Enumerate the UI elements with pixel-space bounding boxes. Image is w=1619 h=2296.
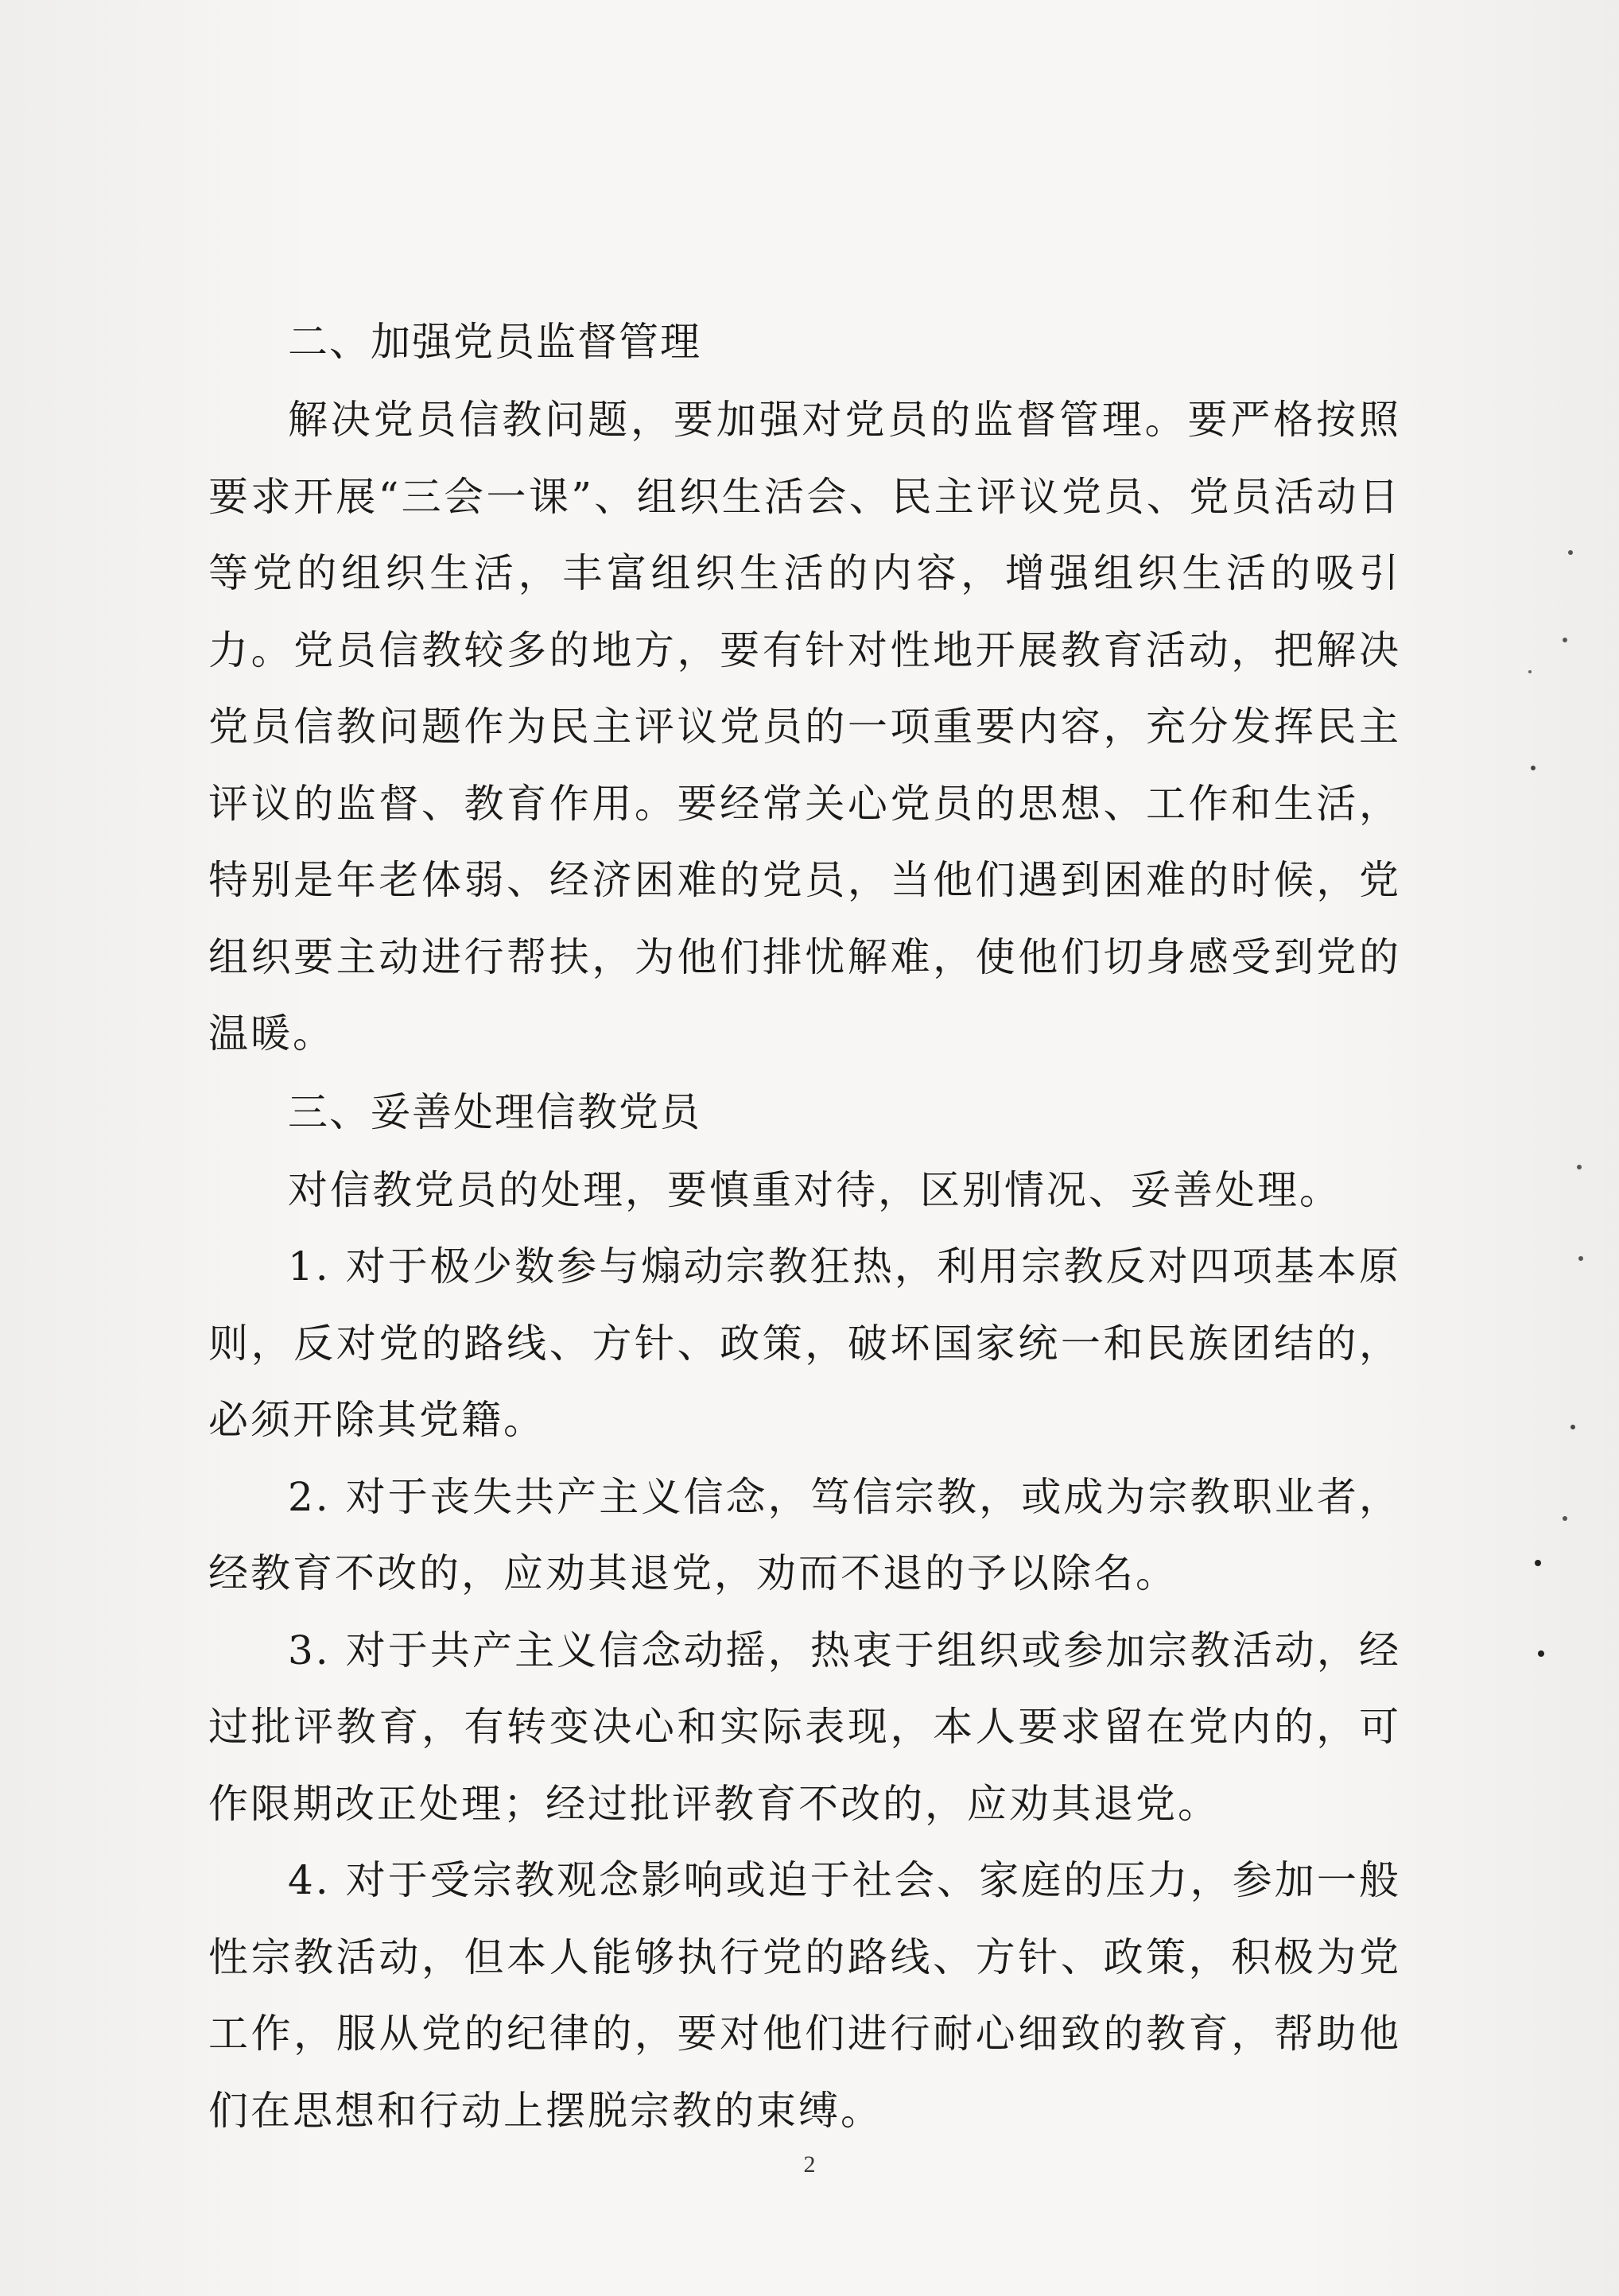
paragraph: 2. 对于丧失共产主义信念，笃信宗教，或成为宗教职业者，经教育不改的，应劝其退党，劝而不退的予以除名。 [208, 1473, 1401, 1596]
section-handling [208, 1072, 1401, 2150]
section-supervision [208, 302, 1401, 1072]
section-heading: 三、妥善处理信教党员 [288, 1088, 701, 1135]
paragraph: 对信教党员的处理，要慎重对待，区别情况、妥善处理。 [288, 1166, 1341, 1213]
paragraph: 4. 对于受宗教观念影响或迫于社会、家庭的压力，参加一般性宗教活动，但本人能够执行党的路线、方针、政策，积极为党工作，服从党的纪律的，要对他们进行耐心细致的教育，帮助他们在思想和行动上摆脱宗教的束缚。 [208, 1857, 1401, 2134]
paragraph: 解决党员信教问题，要加强对党员的监督管理。要严格按照要求开展“三会一课”、组织生活会、民主评议党员、党员活动日等党的组织生活，丰富组织生活的内容，增强组织生活的吸引力。党员信教较多的地方，要有针对性地开展教育活动，把解决党员信教问题作为民主评议党员的一项重要内容，充分发挥民主评议的监督、教育作用。要经常关心党员的思想、工作和生活，特别是年老体弱、经济困难的党员，当他们遇到困难的时候，党组织要主动进行帮扶，为他们排忧解难，使他们切身感受到党的温暖。 [208, 397, 1401, 1057]
document-body [208, 302, 1401, 2149]
paragraph: 3. 对于共产主义信念动摇，热衷于组织或参加宗教活动，经过批评教育，有转变决心和实际表现，本人要求留在党内的，可作限期改正处理；经过批评教育不改的，应劝其退党。 [208, 1627, 1401, 1827]
section-heading: 二、加强党员监督管理 [288, 319, 701, 365]
paragraph: 1. 对于极少数参与煽动宗教狂热，利用宗教反对四项基本原则，反对党的路线、方针、政策，破坏国家统一和民族团结的，必须开除其党籍。 [208, 1243, 1401, 1443]
page-number: 2 [803, 2151, 816, 2178]
